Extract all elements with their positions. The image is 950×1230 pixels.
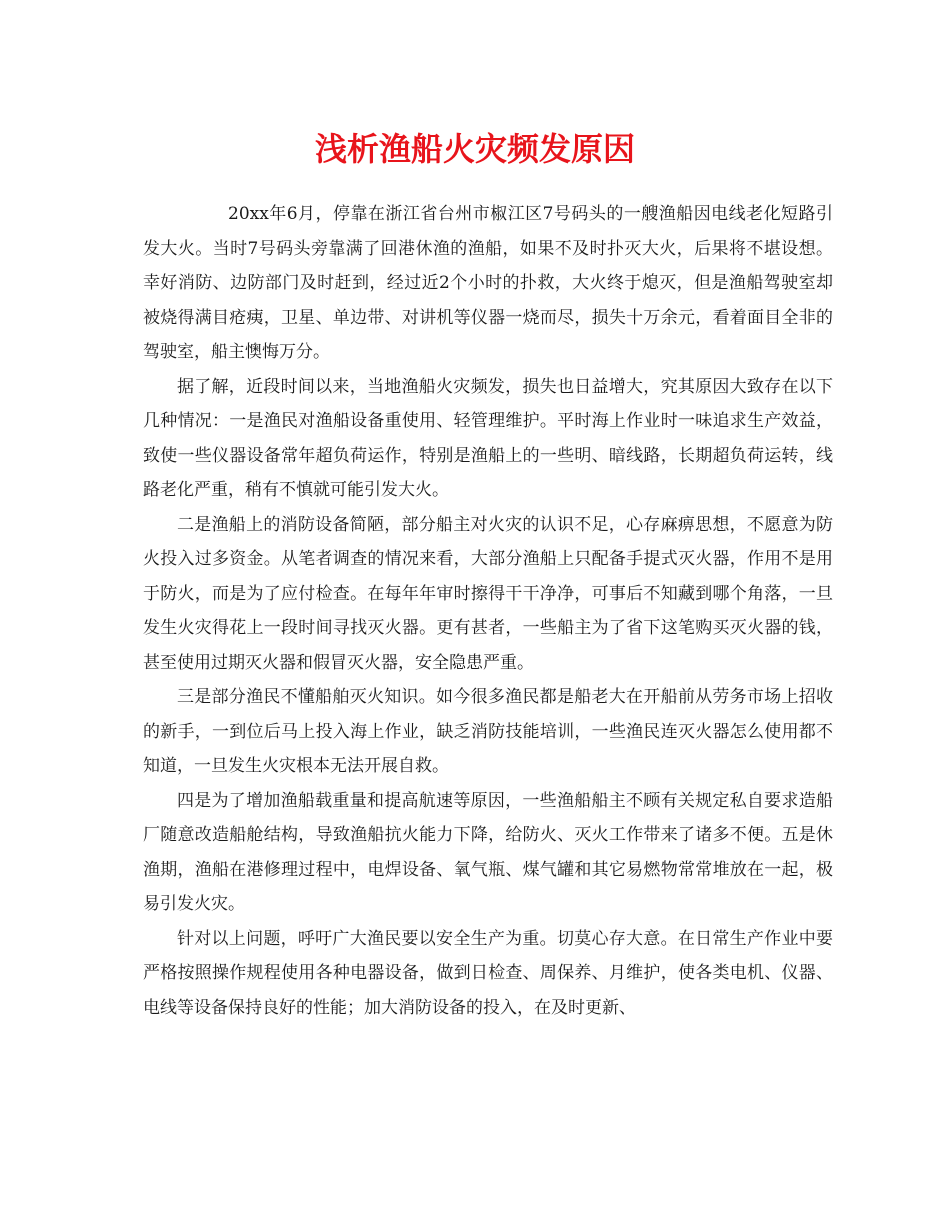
paragraph-5: 四是为了增加渔船载重量和提高航速等原因，一些渔船船主不顾有关规定私自要求造船厂随意改造船舱结构，导致渔船抗火能力下降，给防火、灭火工作带来了诸多不便。五是休渔期，渔船在港修理过程中，电焊设备、氧气瓶、煤气罐和其它易燃物常常堆放在一起，极易引发火灾。 (143, 790, 833, 914)
document-body (143, 197, 833, 1025)
paragraph-2: 据了解，近段时间以来，当地渔船火灾频发，损失也日益增大，究其原因大致存在以下几种情况：一是渔民对渔船设备重使用、轻管理维护。平时海上作业时一味追求生产效益，致使一些仪器设备常年超负荷运作，特别是渔船上的一些明、暗线路，长期超负荷运转，线路老化严重，稍有不慎就可能引发大火。 (143, 376, 833, 500)
paragraph-6: 针对以上问题，呼吁广大渔民要以安全生产为重。切莫心存大意。在日常生产作业中要严格按照操作规程使用各种电器设备，做到日检查、周保养、月维护，使各类电机、仪器、电线等设备保持良好的性能；加大消防设备的投入，在及时更新、 (143, 928, 833, 1018)
document-title: 浅析渔船火灾频发原因 (314, 130, 635, 168)
paragraph-1: 20xx年6月，停靠在浙江省台州市椒江区7号码头的一艘渔船因电线老化短路引发大火。当时7号码头旁靠满了回港休渔的渔船，如果不及时扑灭大火，后果将不堪设想。幸好消防、边防部门及时赶到，经过近2个小时的扑救，大火终于熄灭，但是渔船驾驶室却被烧得满目疮痍，卫星、单边带、对讲机等仪器一烧而尽，损失十万余元，看着面目全非的驾驶室，船主懊悔万分。 (143, 204, 833, 362)
paragraph-3: 二是渔船上的消防设备简陋，部分船主对火灾的认识不足，心存麻痹思想，不愿意为防火投入过多资金。从笔者调查的情况来看，大部分渔船上只配备手提式灭火器，作用不是用于防火，而是为了应付检查。在每年年审时擦得干干净净，可事后不知藏到哪个角落，一旦发生火灾得花上一段时间寻找灭火器。更有甚者，一些船主为了省下这笔购买灭火器的钱，甚至使用过期灭火器和假冒灭火器，安全隐患严重。 (143, 514, 833, 673)
paragraph-4: 三是部分渔民不懂船舶灭火知识。如今很多渔民都是船老大在开船前从劳务市场上招收的新手，一到位后马上投入海上作业，缺乏消防技能培训，一些渔民连灭火器怎么使用都不知道，一旦发生火灾根本无法开展自救。 (143, 687, 833, 776)
